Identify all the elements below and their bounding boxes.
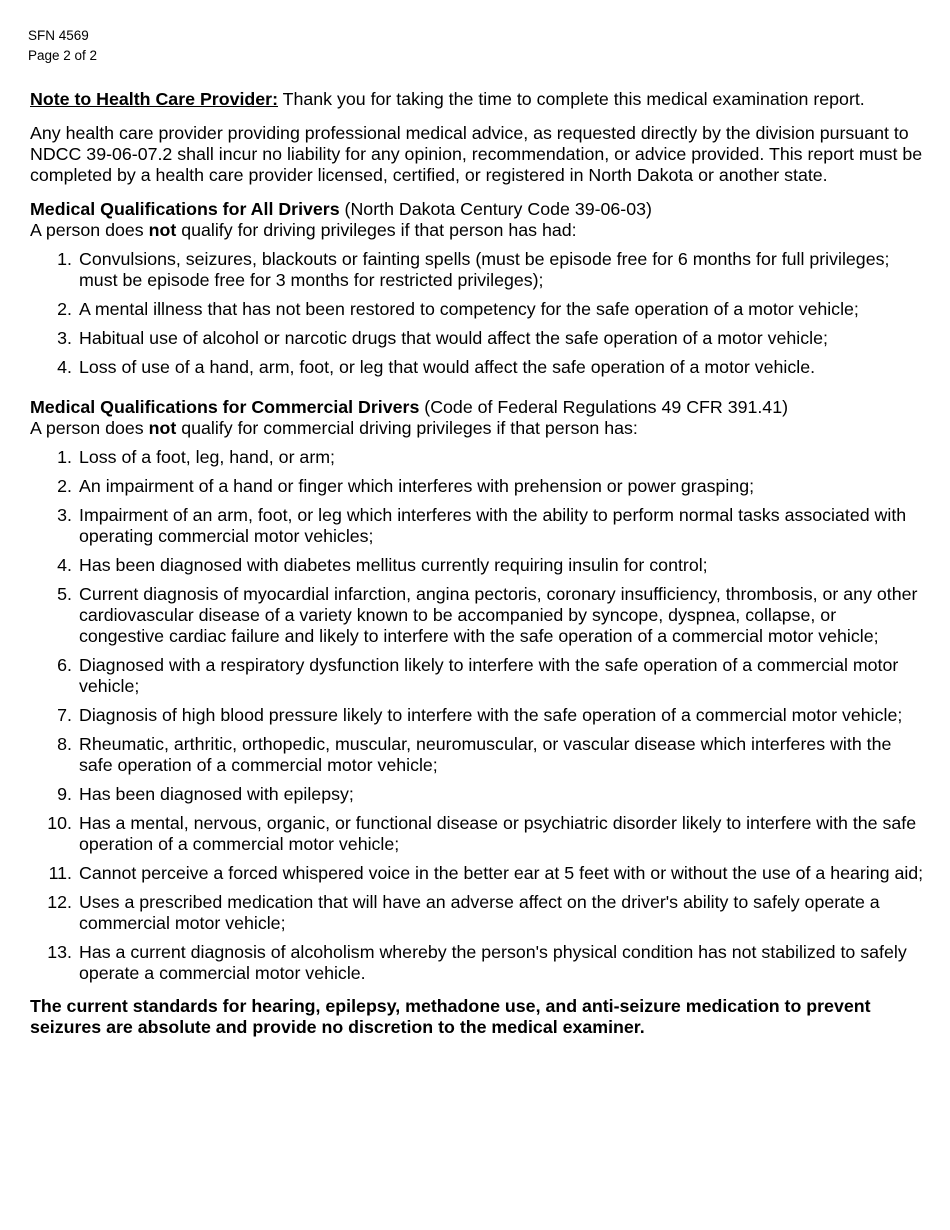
commercial-drivers-heading-ref: (Code of Federal Regulations 49 CFR 391.41) [419,397,789,417]
list-item-text: Loss of a foot, leg, hand, or arm; [79,447,335,467]
all-drivers-heading-title: Medical Qualifications for All Drivers [30,199,340,219]
list-item [30,249,924,291]
intro-text: A person does [30,418,149,438]
list-item-number: 2. [57,299,72,319]
intro-emphasis: not [148,220,177,240]
list-item-number: 5. [57,584,72,604]
list-item-text: A mental illness that has not been restored to competency for the safe operation of a motor vehicle; [79,299,859,319]
list-item-text: Loss of use of a hand, arm, foot, or leg that would affect the safe operation of a motor vehicle. [79,357,816,377]
list-item-number: 6. [57,655,72,675]
list-item-text: Rheumatic, arthritic, orthopedic, muscular, neuromuscular, or vascular disease which interferes with the safe operation of a commercial motor vehicle; [79,734,892,775]
list-item [30,942,924,984]
list-item-number: 1. [57,249,72,269]
list-item-number: 2. [57,476,72,496]
list-item-text: Has been diagnosed with diabetes mellitus currently requiring insulin for control; [79,555,708,575]
list-item [30,447,924,468]
intro-text: qualify for driving privileges if that person has had: [176,220,577,240]
list-item-number: 7. [57,705,72,725]
all-drivers-heading [30,199,924,220]
list-item [30,505,924,547]
list-item-number: 3. [57,328,72,348]
all-drivers-intro [30,220,924,241]
list-item-number: 12. [47,892,72,912]
list-item-text: Habitual use of alcohol or narcotic drugs that would affect the safe operation of a motor vehicle; [79,328,828,348]
list-item-text: Convulsions, seizures, blackouts or fainting spells (must be episode free for 6 months for full privileges; must be episode free for 3 months for restricted privileges); [79,249,890,290]
list-item [30,655,924,697]
list-item-number: 1. [57,447,72,467]
list-item [30,784,924,805]
all-drivers-heading-ref: (North Dakota Century Code 39-06-03) [339,199,652,219]
list-item [30,584,924,647]
note-label: Note to Health Care Provider: [30,89,278,109]
list-item-text: Current diagnosis of myocardial infarction, angina pectoris, coronary insufficiency, thrombosis, or any other cardiovascular disease of a variety known to be accompanied by syncope, dyspnea, collapse, or congestive cardiac failure and likely to interfere with the safe operation of a commercial motor vehicle; [79,584,918,646]
note-text: Thank you for taking the time to complete this medical examination report. [278,89,865,109]
list-item [30,357,924,378]
list-item [30,863,924,884]
list-item-text: Diagnosis of high blood pressure likely to interfere with the safe operation of a commercial motor vehicle; [79,705,903,725]
list-item-number: 9. [57,784,72,804]
list-item-text: An impairment of a hand or finger which interferes with prehension or power grasping; [79,476,755,496]
list-item-number: 3. [57,505,72,525]
intro-emphasis: not [148,418,177,438]
list-item [30,892,924,934]
intro-text: qualify for commercial driving privileges if that person has: [176,418,638,438]
final-statement: The current standards for hearing, epilepsy, methadone use, and anti-seizure medication to prevent seizures are absolute and provide no discretion to the medical examiner. [30,996,871,1037]
list-item-text: Has a current diagnosis of alcoholism whereby the person's physical condition has not stabilized to safely operate a commercial motor vehicle. [79,942,907,983]
list-item-text: Impairment of an arm, foot, or leg which interferes with the ability to perform normal tasks associated with operating commercial motor vehicles; [79,505,907,546]
list-item [30,705,924,726]
list-item-text: Diagnosed with a respiratory dysfunction likely to interfere with the safe operation of a commercial motor vehicle; [79,655,899,696]
page-number: Page 2 of 2 [28,48,98,63]
list-item [30,328,924,349]
commercial-drivers-heading-title: Medical Qualifications for Commercial Drivers [30,397,420,417]
all-drivers-list [30,249,924,378]
form-number: SFN 4569 [28,28,89,43]
all-drivers-section [30,199,924,378]
list-item-number: 8. [57,734,72,754]
list-item [30,476,924,497]
commercial-drivers-list [30,447,924,984]
commercial-drivers-heading [30,397,924,418]
list-item [30,555,924,576]
list-item-number: 11. [48,863,72,883]
list-item [30,299,924,320]
list-item-text: Has a mental, nervous, organic, or functional disease or psychiatric disorder likely to interfere with the safe operation of a commercial motor vehicle; [79,813,917,854]
list-item-number: 13. [47,942,72,962]
list-item-text: Uses a prescribed medication that will have an adverse affect on the driver's ability to safely operate a commercial motor vehicle; [79,892,880,933]
list-item [30,734,924,776]
form-header [28,26,924,66]
commercial-drivers-intro [30,418,924,439]
intro-text: A person does [30,220,149,240]
list-item-number: 4. [57,357,72,377]
provider-note [30,89,924,110]
commercial-drivers-section [30,397,924,984]
list-item-text: Has been diagnosed with epilepsy; [79,784,354,804]
list-item-text: Cannot perceive a forced whispered voice in the better ear at 5 feet with or without the use of a hearing aid; [79,863,924,883]
list-item-number: 4. [57,555,72,575]
list-item [30,813,924,855]
liability-paragraph: Any health care provider providing professional medical advice, as requested directly by the division pursuant to NDCC 39-06-07.2 shall incur no liability for any opinion, recommendation, or advice provided. This report must be completed by a health care provider licensed, certified, or registered in North Dakota or another state. [30,123,923,185]
list-item-number: 10. [47,813,72,833]
